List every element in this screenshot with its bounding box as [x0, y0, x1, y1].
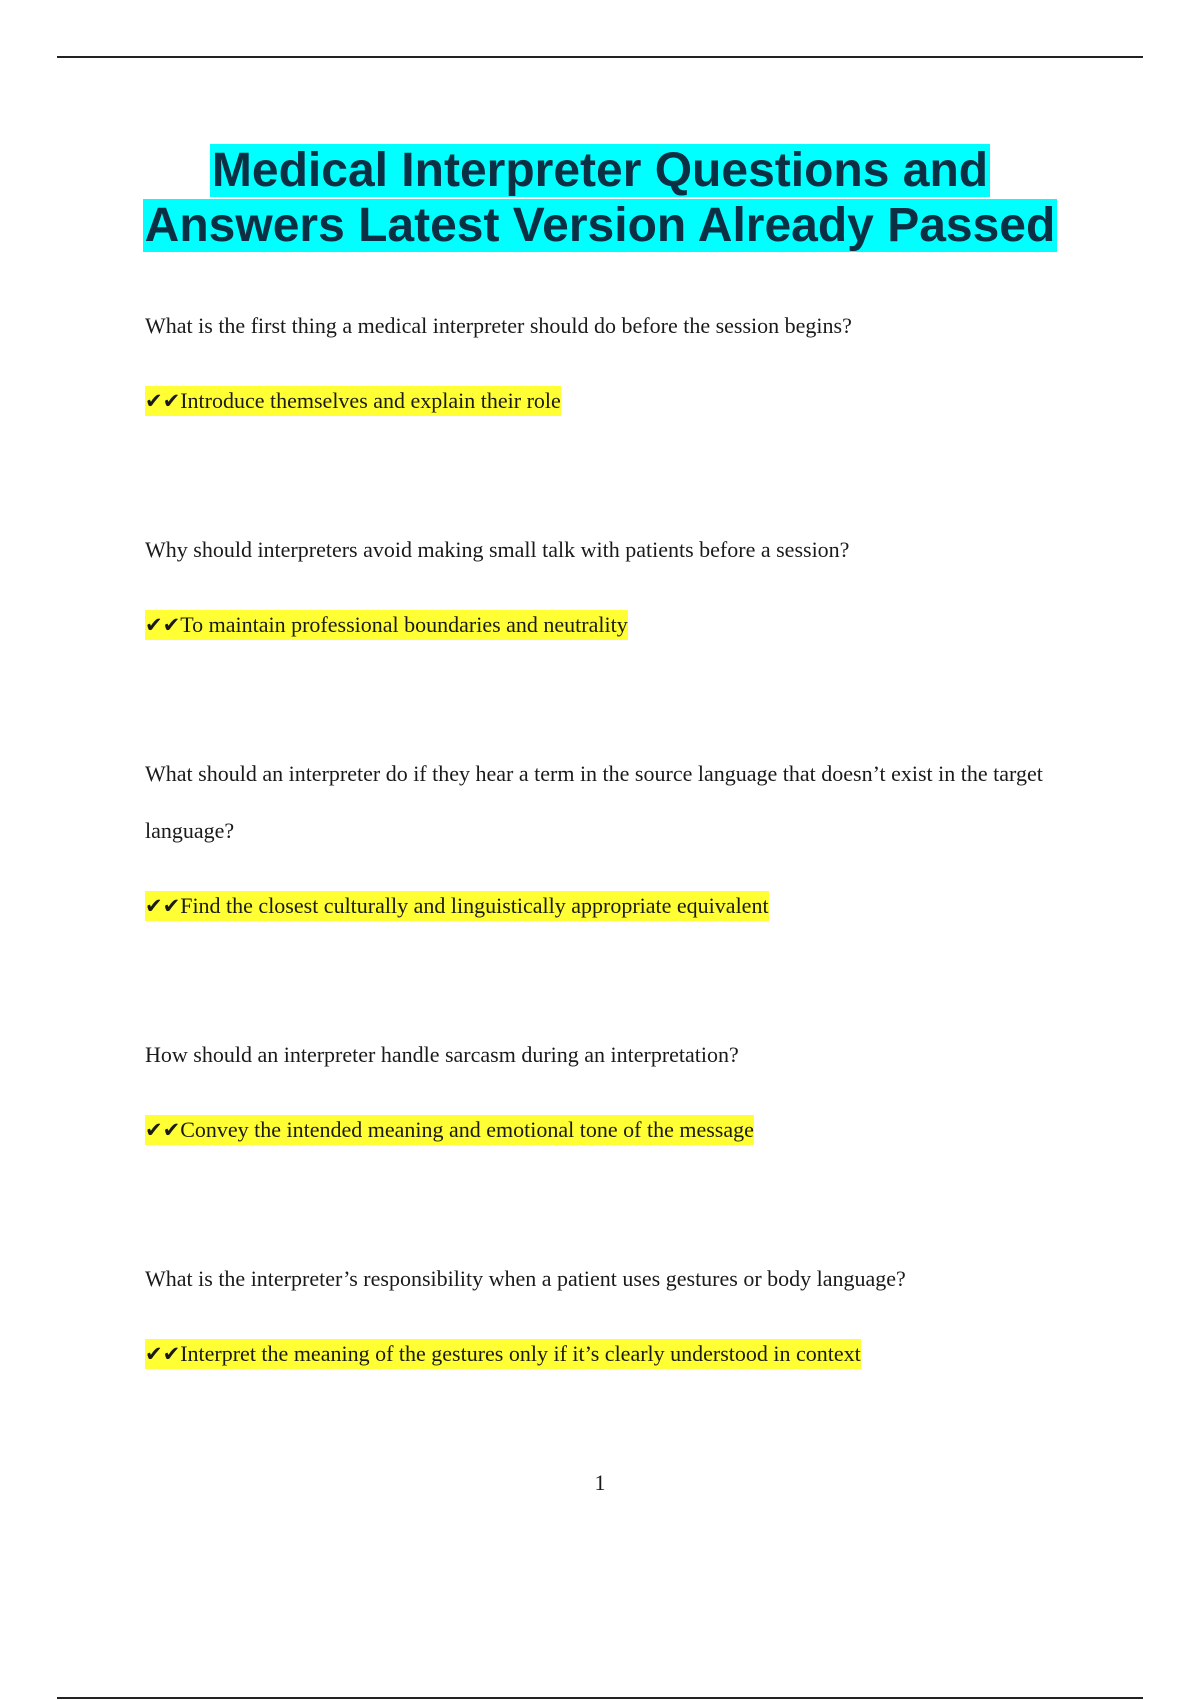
answer-1 — [145, 387, 561, 415]
check-icon: ✔✔ — [145, 1342, 181, 1366]
title-line-1: Medical Interpreter Questions and — [211, 144, 989, 197]
page-number: 1 — [594, 1470, 606, 1495]
check-icon: ✔✔ — [145, 894, 181, 918]
question-5: What is the interpreter’s responsibility when a patient uses gestures or body language? — [145, 1266, 906, 1291]
answer-3-text: Find the closest culturally and linguistically appropriate equivalent — [180, 893, 769, 918]
answer-1-text: Introduce themselves and explain their role — [180, 388, 561, 413]
answer-3 — [145, 892, 769, 920]
answer-2 — [145, 611, 628, 639]
answer-5 — [145, 1340, 861, 1368]
top-divider — [57, 56, 1143, 58]
answer-2-text: To maintain professional boundaries and neutrality — [180, 612, 628, 637]
bottom-divider — [57, 1697, 1143, 1699]
answer-5-text: Interpret the meaning of the gestures only if it’s clearly understood in context — [180, 1341, 861, 1366]
check-icon: ✔✔ — [145, 389, 181, 413]
question-4: How should an interpreter handle sarcasm during an interpretation? — [145, 1042, 739, 1067]
answer-4-text: Convey the intended meaning and emotional tone of the message — [180, 1117, 754, 1142]
question-2: Why should interpreters avoid making small talk with patients before a session? — [145, 537, 850, 562]
question-3: What should an interpreter do if they hear a term in the source language that doesn’t exist in the target language? — [145, 761, 1043, 843]
answer-highlight — [145, 1115, 754, 1145]
answer-highlight — [145, 1339, 861, 1369]
document-title — [0, 143, 1200, 253]
title-line-2: Answers Latest Version Already Passed — [144, 199, 1056, 252]
answer-4 — [145, 1116, 754, 1144]
check-icon: ✔✔ — [145, 1118, 181, 1142]
answer-highlight — [145, 386, 561, 416]
answer-highlight — [145, 610, 628, 640]
check-icon: ✔✔ — [145, 613, 181, 637]
question-1: What is the first thing a medical interpreter should do before the session begins? — [145, 313, 852, 338]
answer-highlight — [145, 891, 769, 921]
